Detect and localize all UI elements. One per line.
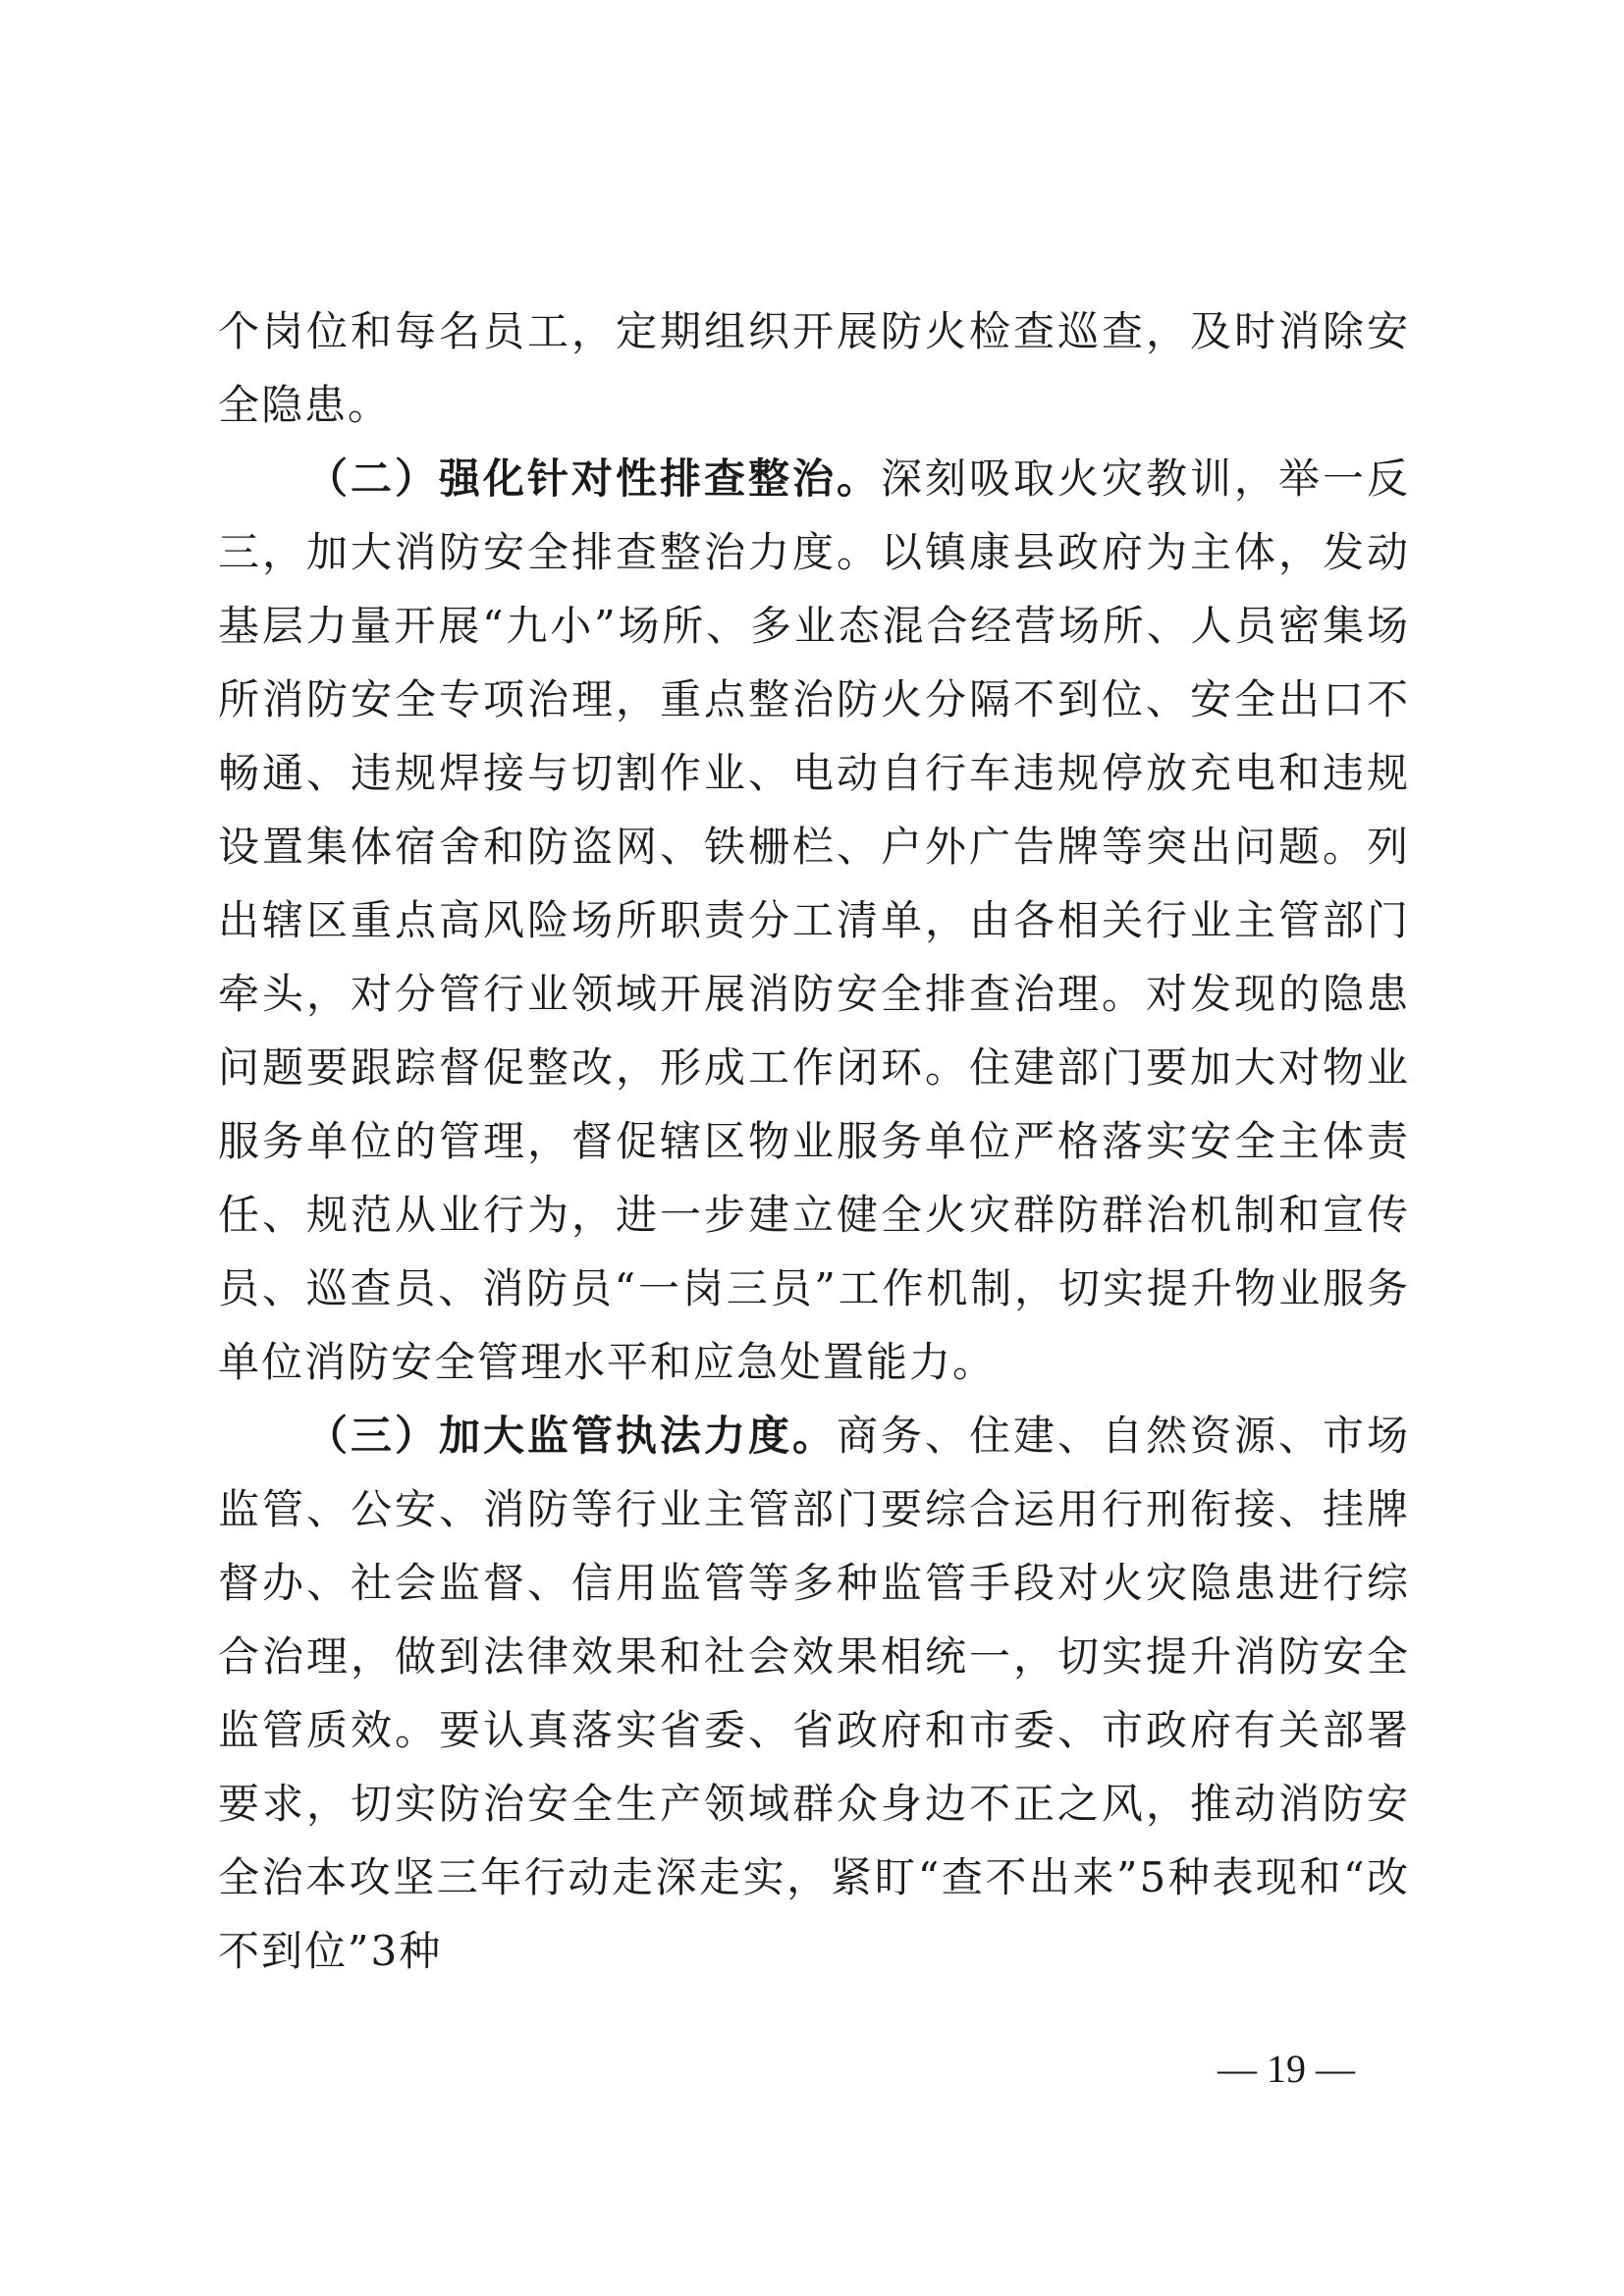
section-heading: （二）强化针对性排查整治。 <box>306 454 881 503</box>
page-number: — 19 — <box>1218 2047 1355 2091</box>
paragraph-text: 个岗位和每名员工，定期组织开展防火检查巡查，及时消除安全隐患。 <box>218 307 1410 429</box>
paragraph-text: 深刻吸取火灾教训，举一反三，加大消防安全排查整治力度。以镇康县政府为主体，发动基层力量开展“九小”场所、多业态混合经营场所、人员密集场所消防安全专项治理，重点整治防火分隔不到位、安全出口不畅通、违规焊接与切割作业、电动自行车违规停放充电和违规设置集体宿舍和防盗网、铁栅栏、户外广告牌等突出问题。列出辖区重点高风险场所职责分工清单，由各相关行业主管部门牵头，对分管行业领域开展消防安全排查治理。对发现的隐患问题要跟踪督促整改，形成工作闭环。住建部门要加大对物业服务单位的管理，督促辖区物业服务单位严格落实安全主体责任、规范从业行为，进一步建立健全火灾群防群治机制和宣传员、巡查员、消防员“一岗三员”工作机制，切实提升物业服务单位消防安全管理水平和应急处置能力。 <box>218 454 1410 1386</box>
paragraph-section-3 <box>218 1399 1410 1988</box>
section-heading: （三）加大监管执法力度。 <box>306 1412 837 1460</box>
document-body <box>218 294 1410 1988</box>
paragraph-text: 商务、住建、自然资源、市场监管、公安、消防等行业主管部门要综合运用行刑衔接、挂牌督办、社会监督、信用监管等多种监管手段对火灾隐患进行综合治理，做到法律效果和社会效果相统一，切实提升消防安全监管质效。要认真落实省委、省政府和市委、市政府有关部署要求，切实防治安全生产领域群众身边不正之风，推动消防安全治本攻坚三年行动走深走实，紧盯“查不出来”5种表现和“改不到位”3种 <box>218 1412 1410 1975</box>
paragraph-continuation <box>218 294 1410 442</box>
paragraph-section-2 <box>218 442 1410 1399</box>
